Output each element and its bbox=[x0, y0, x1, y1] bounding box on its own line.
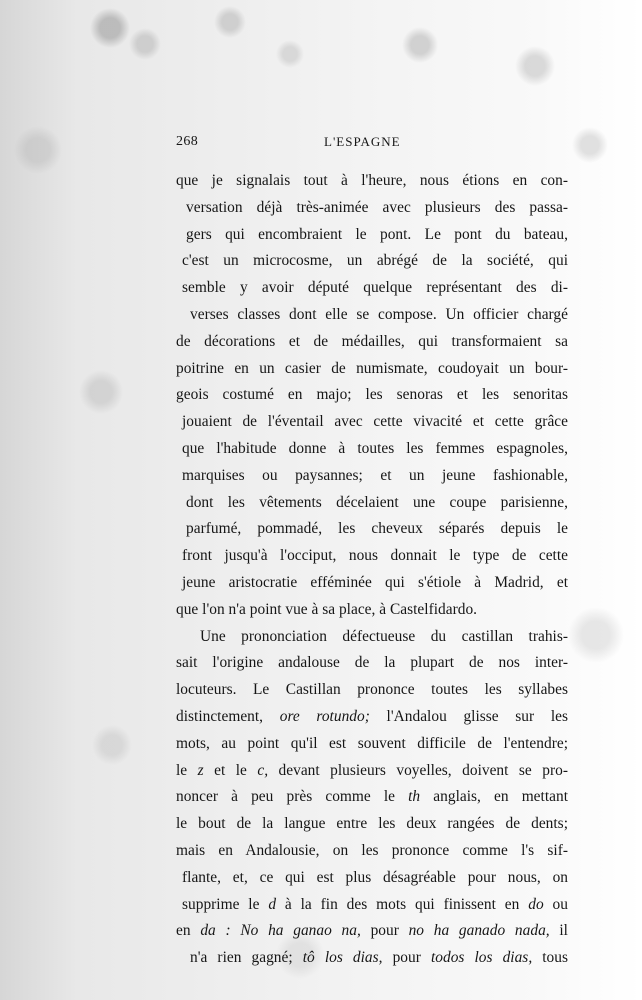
text-line: Une prononciation défectueuse du castillan trahis- bbox=[200, 627, 568, 645]
italic-phrase: ore rotundo; bbox=[279, 707, 370, 725]
text-line: que l'habitude donne à toutes les femmes espagnoles, bbox=[182, 439, 568, 457]
text-line: mais en Andalousie, on les prononce comme l's sif- bbox=[176, 841, 568, 859]
text-segment: et le bbox=[214, 761, 247, 779]
text-segment: n'a rien gagné; bbox=[190, 949, 293, 967]
text-segment: en bbox=[176, 922, 191, 940]
text-segment: à la fin des mots qui finissent en bbox=[284, 895, 520, 913]
text-segment: supprime le bbox=[182, 895, 260, 913]
text-line bbox=[176, 784, 568, 811]
text-segment: pour bbox=[370, 922, 399, 940]
italic-letter: d bbox=[268, 895, 277, 913]
text-line: le bout de la langue entre les deux rangées de dents; bbox=[176, 815, 568, 833]
text-line: de décorations et de médailles, qui transformaient sa bbox=[176, 332, 568, 350]
italic-letter: z bbox=[197, 761, 204, 779]
text-line: versation déjà très-animée avec plusieurs des passa- bbox=[186, 198, 568, 216]
text-line: locuteurs. Le Castillan prononce toutes les syllabes bbox=[176, 681, 568, 699]
italic-letters: th bbox=[408, 788, 421, 806]
running-title: L'ESPAGNE bbox=[324, 134, 401, 149]
text-line bbox=[176, 758, 568, 785]
text-line: front jusqu'à l'occiput, nous donnait le type de cette bbox=[182, 547, 568, 565]
main-text bbox=[176, 168, 569, 967]
italic-letter: c, bbox=[257, 761, 269, 779]
text-segment: l'Andalou glisse sur les bbox=[386, 707, 568, 725]
text-segment: devant plusieurs voyelles, doivent se pro- bbox=[278, 761, 568, 779]
text-segment: tous bbox=[542, 949, 569, 967]
italic-letters: do bbox=[528, 895, 544, 913]
text-segment: distinctement, bbox=[176, 707, 264, 725]
page-header bbox=[176, 134, 568, 156]
text-line: sait l'origine andalouse de la plupart de nos inter- bbox=[176, 654, 568, 672]
text-segment: le bbox=[176, 761, 188, 779]
text-segment: pour bbox=[392, 949, 421, 967]
text-line: marquises ou paysannes; et un jeune fashionable, bbox=[182, 466, 568, 484]
text-line: semble y avoir député quelque représentant des di- bbox=[182, 279, 568, 297]
text-line bbox=[176, 704, 568, 731]
text-segment: noncer à peu près comme le bbox=[176, 788, 396, 806]
italic-phrase: todos los dias, bbox=[430, 949, 533, 967]
text-line bbox=[176, 892, 568, 919]
text-line: jouaient de l'éventail avec cette vivacité et cette grâce bbox=[182, 413, 568, 431]
text-line: parfumé, pommadé, les cheveux séparés depuis le bbox=[186, 520, 568, 538]
text-line: flante, et, ce qui est plus désagréable pour nous, on bbox=[182, 868, 568, 886]
text-line: jeune aristocratie efféminée qui s'étiole à Madrid, et bbox=[182, 573, 568, 591]
text-line bbox=[176, 945, 568, 972]
text-segment: anglais, en mettant bbox=[433, 788, 568, 806]
text-line: gers qui encombraient le pont. Le pont du bateau, bbox=[186, 225, 568, 243]
text-line: geois costumé en majo; les senoras et les senoritas bbox=[176, 386, 568, 404]
text-line: que je signalais tout à l'heure, nous étions en con- bbox=[176, 172, 568, 189]
text-line: c'est un microcosme, un abrégé de la société, qui bbox=[182, 252, 568, 270]
text-line: verses classes dont elle se compose. Un officier chargé bbox=[190, 305, 568, 323]
italic-phrase: da : No ha ganao na, bbox=[200, 922, 361, 940]
text-line: que l'on n'a point vue à sa place, à Castelfidardo. bbox=[176, 600, 478, 618]
text-line: dont les vêtements décelaient une coupe parisienne, bbox=[186, 493, 568, 511]
text-line bbox=[176, 918, 568, 945]
page-number: 268 bbox=[176, 134, 199, 149]
text-line: poitrine en un casier de numismate, coudoyait un bour- bbox=[176, 359, 568, 377]
text-segment: ou bbox=[552, 895, 568, 913]
italic-phrase: tô los dias, bbox=[302, 949, 383, 967]
text-line: mots, au point qu'il est souvent difficile de l'entendre; bbox=[176, 734, 568, 752]
text-segment: il bbox=[559, 922, 568, 940]
italic-phrase: no ha ganado nada, bbox=[408, 922, 550, 940]
